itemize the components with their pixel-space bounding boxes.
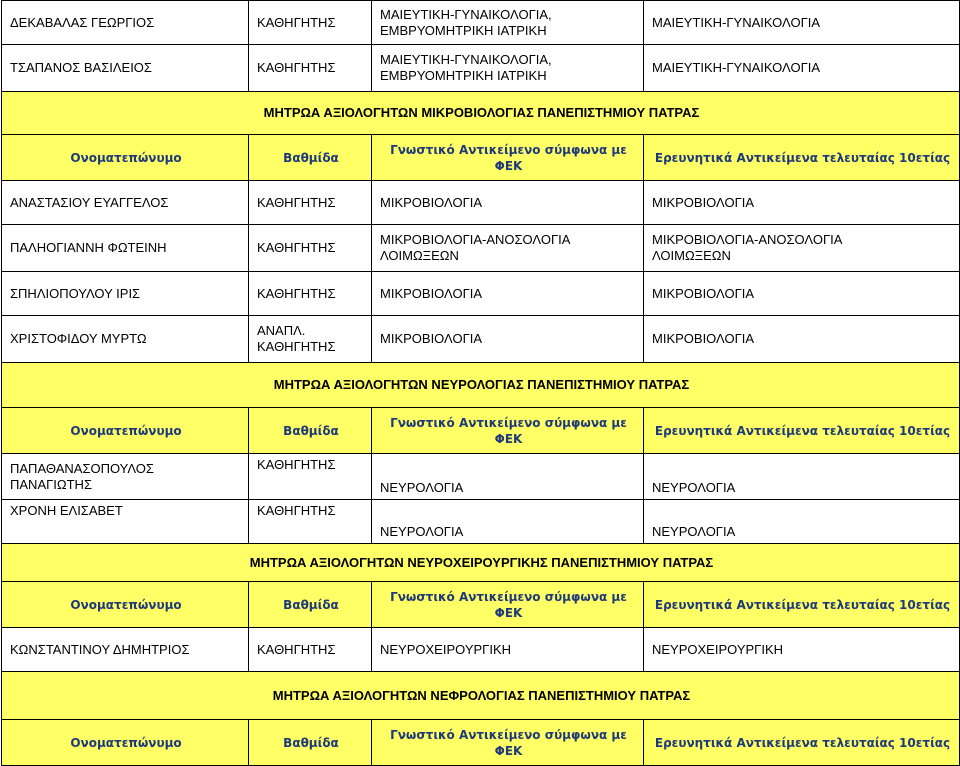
header-row (2, 135, 960, 181)
name-line: ΠΑΝΑΓΙΩΤΗΣ (10, 476, 92, 492)
rank-cell: ΚΑΘΗΓΗΤΗΣ (249, 1, 372, 45)
field-cell: ΝΕΥΡΟΛΟΓΙΑ (372, 500, 644, 544)
name-cell: ΣΠΗΛΙΟΠΟΥΛΟΥ ΙΡΙΣ (2, 272, 249, 316)
research-cell: ΜΙΚΡΟΒΙΟΛΟΓΙΑ (644, 181, 960, 225)
name-cell (2, 454, 249, 500)
field-cell: ΜΙΚΡΟΒΙΟΛΟΓΙΑ (372, 181, 644, 225)
rank-cell: ΚΑΘΗΓΗΤΗΣ (249, 45, 372, 92)
field-line: ΛΟΙΜΩΞΕΩΝ (380, 248, 459, 263)
header-research: Ερευνητικά Αντικείμενα τελευταίας 10ετίας (644, 135, 960, 181)
section-title-row (2, 544, 960, 582)
header-field-line: Γνωστικό Αντικείμενο σύμφωνα με (390, 142, 627, 157)
header-name: Ονοματεπώνυμο (2, 720, 249, 766)
section-title-row (2, 672, 960, 720)
header-rank: Βαθμίδα (249, 582, 372, 628)
research-cell: ΝΕΥΡΟΧΕΙΡΟΥΡΓΙΚΗ (644, 628, 960, 672)
header-field-line: Γνωστικό Αντικείμενο σύμφωνα με (390, 727, 627, 742)
rank-cell: ΚΑΘΗΓΗΤΗΣ (249, 272, 372, 316)
rank-cell: ΚΑΘΗΓΗΤΗΣ (249, 181, 372, 225)
header-row (2, 408, 960, 454)
rank-cell: ΚΑΘΗΓΗΤΗΣ (249, 225, 372, 272)
research-line: ΛΟΙΜΩΞΕΩΝ (652, 248, 731, 263)
field-cell: ΜΙΚΡΟΒΙΟΛΟΓΙΑ (372, 272, 644, 316)
header-rank: Βαθμίδα (249, 135, 372, 181)
section-title: ΜΗΤΡΩΑ ΑΞΙΟΛΟΓΗΤΩΝ ΝΕΥΡΟΧΕΙΡΟΥΡΓΙΚΗΣ ΠΑΝΕΠΙΣΤΗΜΙΟΥ ΠΑΤΡΑΣ (2, 544, 960, 582)
field-cell (372, 225, 644, 272)
section-title: ΜΗΤΡΩΑ ΑΞΙΟΛΟΓΗΤΩΝ ΝΕΥΡΟΛΟΓΙΑΣ ΠΑΝΕΠΙΣΤΗΜΙΟΥ ΠΑΤΡΑΣ (2, 363, 960, 408)
header-research: Ερευνητικά Αντικείμενα τελευταίας 10ετίας (644, 720, 960, 766)
table-row (2, 500, 960, 544)
field-cell: ΝΕΥΡΟΛΟΓΙΑ (372, 454, 644, 500)
field-cell (372, 1, 644, 45)
table-row (2, 454, 960, 500)
header-research: Ερευνητικά Αντικείμενα τελευταίας 10ετίας (644, 582, 960, 628)
header-field-line: Γνωστικό Αντικείμενο σύμφωνα με (390, 415, 627, 430)
name-cell: ΔΕΚΑΒΑΛΑΣ ΓΕΩΡΓΙΟΣ (2, 1, 249, 45)
field-line: ΕΜΒΡΥΟΜΗΤΡΙΚΗ ΙΑΤΡΙΚΗ (380, 68, 547, 83)
field-line: ΜΑΙΕΥΤΙΚΗ-ΓΥΝΑΙΚΟΛΟΓΙΑ, (380, 6, 552, 22)
rank-line: ΚΑΘΗΓΗΤΗΣ (257, 339, 336, 354)
name-cell: ΤΣΑΠΑΝΟΣ ΒΑΣΙΛΕΙΟΣ (2, 45, 249, 92)
rank-line: ΑΝΑΠΛ. (257, 323, 306, 338)
header-field-line: ΦΕΚ (494, 605, 523, 620)
header-field (372, 582, 644, 628)
header-name: Ονοματεπώνυμο (2, 582, 249, 628)
table-row (2, 1, 960, 45)
header-field (372, 408, 644, 454)
header-field-line: ΦΕΚ (494, 743, 523, 758)
table-row (2, 316, 960, 363)
research-cell: ΝΕΥΡΟΛΟΓΙΑ (644, 454, 960, 500)
header-rank: Βαθμίδα (249, 408, 372, 454)
section-title: ΜΗΤΡΩΑ ΑΞΙΟΛΟΓΗΤΩΝ ΝΕΦΡΟΛΟΓΙΑΣ ΠΑΝΕΠΙΣΤΗΜΙΟΥ ΠΑΤΡΑΣ (2, 672, 960, 720)
research-cell: ΜΑΙΕΥΤΙΚΗ-ΓΥΝΑΙΚΟΛΟΓΙΑ (644, 1, 960, 45)
header-row (2, 582, 960, 628)
name-cell: ΑΝΑΣΤΑΣΙΟΥ ΕΥΑΓΓΕΛΟΣ (2, 181, 249, 225)
research-cell: ΜΙΚΡΟΒΙΟΛΟΓΙΑ (644, 316, 960, 363)
research-cell: ΜΙΚΡΟΒΙΟΛΟΓΙΑ (644, 272, 960, 316)
research-cell (644, 225, 960, 272)
header-name: Ονοματεπώνυμο (2, 135, 249, 181)
header-field-line: ΦΕΚ (494, 158, 523, 173)
name-cell: ΧΡΟΝΗ ΕΛΙΣΑΒΕΤ (2, 500, 249, 544)
section-title-row (2, 92, 960, 135)
field-line: ΕΜΒΡΥΟΜΗΤΡΙΚΗ ΙΑΤΡΙΚΗ (380, 22, 547, 38)
table-row (2, 225, 960, 272)
field-line: ΜΑΙΕΥΤΙΚΗ-ΓΥΝΑΙΚΟΛΟΓΙΑ, (380, 52, 552, 67)
research-line: ΜΙΚΡΟΒΙΟΛΟΓΙΑ-ΑΝΟΣΟΛΟΓΙΑ (652, 232, 843, 247)
evaluators-registry-table (1, 0, 960, 766)
rank-cell (249, 316, 372, 363)
table-row (2, 45, 960, 92)
header-row (2, 720, 960, 766)
header-research: Ερευνητικά Αντικείμενα τελευταίας 10ετίας (644, 408, 960, 454)
field-line: ΜΙΚΡΟΒΙΟΛΟΓΙΑ-ΑΝΟΣΟΛΟΓΙΑ (380, 232, 571, 247)
section-title-row (2, 363, 960, 408)
header-field (372, 720, 644, 766)
section-title: ΜΗΤΡΩΑ ΑΞΙΟΛΟΓΗΤΩΝ ΜΙΚΡΟΒΙΟΛΟΓΙΑΣ ΠΑΝΕΠΙΣΤΗΜΙΟΥ ΠΑΤΡΑΣ (2, 92, 960, 135)
table-row (2, 628, 960, 672)
name-line: ΠΑΠΑΘΑΝΑΣΟΠΟΥΛΟΣ (10, 460, 154, 476)
field-cell: ΝΕΥΡΟΧΕΙΡΟΥΡΓΙΚΗ (372, 628, 644, 672)
header-rank: Βαθμίδα (249, 720, 372, 766)
header-field-line: ΦΕΚ (494, 431, 523, 446)
field-cell (372, 45, 644, 92)
header-field-line: Γνωστικό Αντικείμενο σύμφωνα με (390, 589, 627, 604)
field-cell: ΜΙΚΡΟΒΙΟΛΟΓΙΑ (372, 316, 644, 363)
name-cell: ΧΡΙΣΤΟΦΙΔΟΥ ΜΥΡΤΩ (2, 316, 249, 363)
name-cell: ΠΑΛΗΟΓΙΑΝΝΗ ΦΩΤΕΙΝΗ (2, 225, 249, 272)
research-cell: ΝΕΥΡΟΛΟΓΙΑ (644, 500, 960, 544)
rank-cell: ΚΑΘΗΓΗΤΗΣ (249, 500, 372, 544)
name-cell: ΚΩΝΣΤΑΝΤΙΝΟΥ ΔΗΜΗΤΡΙΟΣ (2, 628, 249, 672)
header-field (372, 135, 644, 181)
rank-cell: ΚΑΘΗΓΗΤΗΣ (249, 628, 372, 672)
table-row (2, 181, 960, 225)
table-row (2, 272, 960, 316)
research-cell: ΜΑΙΕΥΤΙΚΗ-ΓΥΝΑΙΚΟΛΟΓΙΑ (644, 45, 960, 92)
header-name: Ονοματεπώνυμο (2, 408, 249, 454)
rank-cell: ΚΑΘΗΓΗΤΗΣ (249, 454, 372, 500)
